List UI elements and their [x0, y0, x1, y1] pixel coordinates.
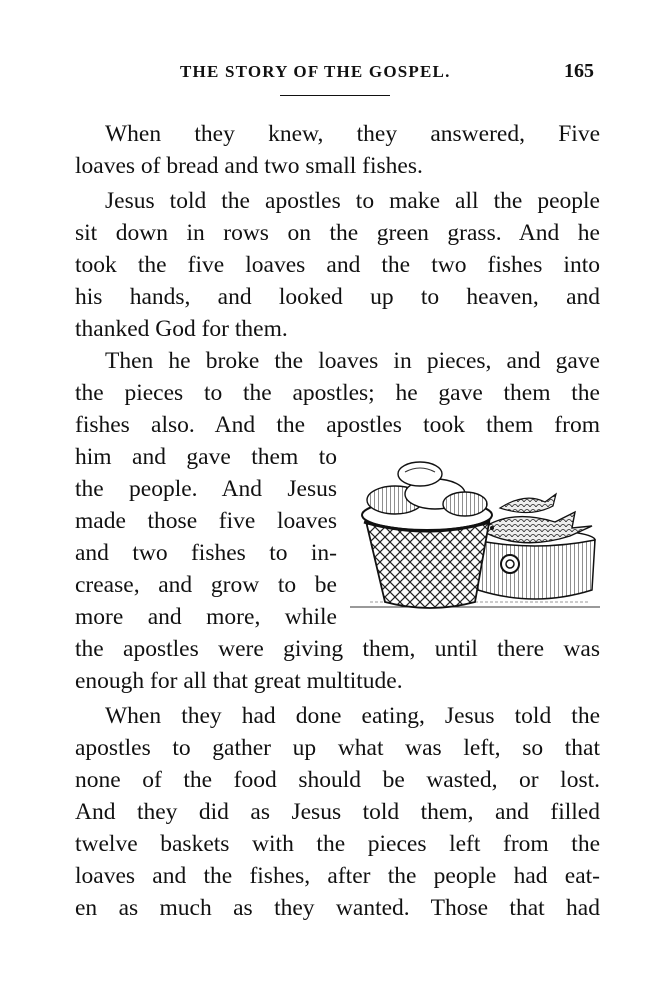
text-line: more and more, while	[75, 604, 337, 630]
text-line: the pieces to the apostles; he gave them the	[75, 380, 600, 406]
text-line: Then he broke the loaves in pieces, and gave	[105, 348, 600, 374]
text-line: took the five loaves and the two fishes into	[75, 252, 600, 278]
text-line: en as much as they wanted. Those that had	[75, 895, 600, 921]
text-line: crease, and grow to be	[75, 572, 337, 598]
text-line: And they did as Jesus told them, and filled	[75, 799, 600, 825]
text-line: apostles to gather up what was left, so that	[75, 735, 600, 761]
text-line: loaves of bread and two small fishes.	[75, 153, 423, 179]
text-line: loaves and the fishes, after the people had eat-	[75, 863, 600, 889]
text-line: When they knew, they answered, Five	[105, 121, 600, 147]
basket-icon	[362, 462, 492, 608]
text-line: enough for all that great multitude.	[75, 668, 403, 694]
text-line: the apostles were giving them, until there was	[75, 636, 600, 662]
header-rule	[280, 95, 390, 96]
text-line: thanked God for them.	[75, 316, 288, 342]
text-line: sit down in rows on the green grass. And he	[75, 220, 600, 246]
text-line: and two fishes to in-	[75, 540, 337, 566]
text-line: Jesus told the apostles to make all the people	[105, 188, 600, 214]
running-head: THE STORY OF THE GOSPEL.	[180, 62, 451, 81]
text-line: made those five loaves	[75, 508, 337, 534]
text-line: fishes also. And the apostles took them from	[75, 412, 600, 438]
text-line: the people. And Jesus	[75, 476, 337, 502]
text-line: him and gave them to	[75, 444, 337, 470]
text-line: none of the food should be wasted, or lost.	[75, 767, 600, 793]
page-number: 165	[564, 60, 594, 82]
text-line: his hands, and looked up to heaven, and	[75, 284, 600, 310]
basket-and-fishes-illustration	[350, 452, 600, 614]
page-header	[0, 62, 667, 92]
text-line: When they had done eating, Jesus told the	[105, 703, 600, 729]
text-line: twelve baskets with the pieces left from the	[75, 831, 600, 857]
